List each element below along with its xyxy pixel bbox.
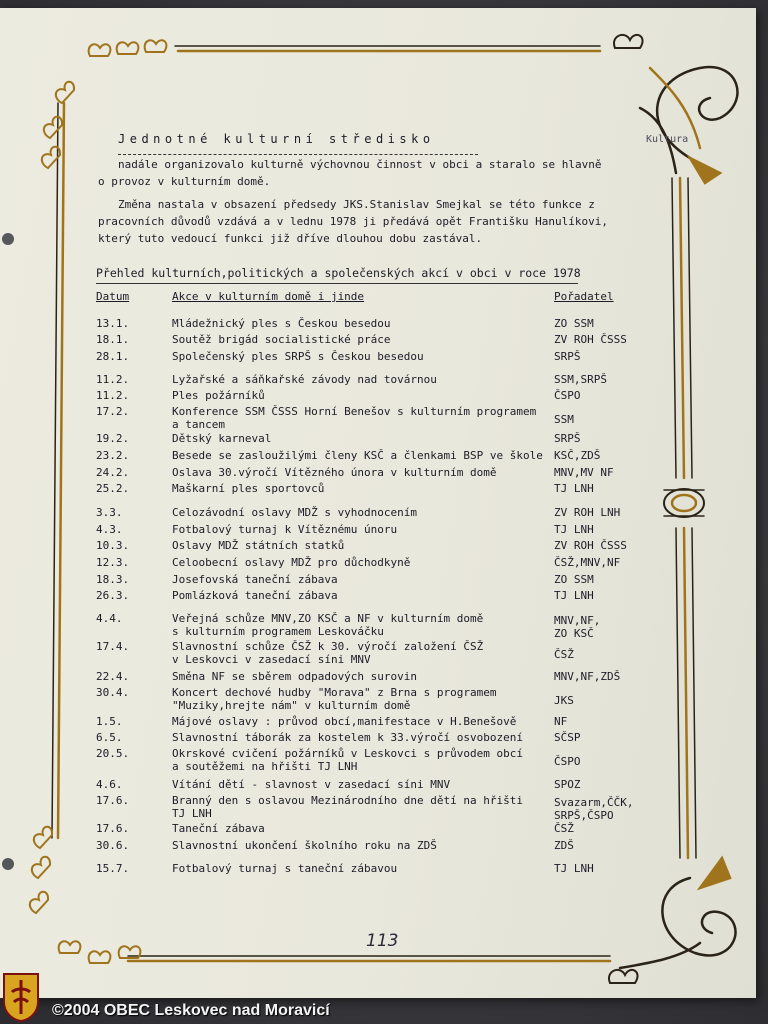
row-date: 20.5. <box>96 747 130 760</box>
row-organizer: SRPŠ <box>554 350 581 363</box>
section-heading: Jednotné kulturní středisko <box>118 132 435 146</box>
paragraph-line: pracovních důvodů vzdává a v lednu 1978 ji předává opět Františku Hanulíkovi, <box>98 215 608 228</box>
table-title-underline <box>96 283 578 284</box>
row-event: Slavnostní táborák za kostelem k 33.výročí osvobození <box>172 731 523 744</box>
row-organizer: SPOZ <box>554 778 581 791</box>
row-date: 11.2. <box>96 389 130 402</box>
row-date: 4.3. <box>96 523 123 536</box>
row-organizer: Svazarm,ČČK, SRPŠ,ČSPO <box>554 796 634 822</box>
row-event: Pomlázková taneční zábava <box>172 589 338 602</box>
row-date: 17.6. <box>96 794 130 807</box>
row-event: Oslava 30.výročí Vítězného února v kulturním domě <box>172 466 497 479</box>
row-organizer: MNV,MV NF <box>554 466 614 479</box>
row-date: 25.2. <box>96 482 130 495</box>
row-date: 3.3. <box>96 506 123 519</box>
row-date: 17.6. <box>96 822 130 835</box>
row-date: 17.2. <box>96 405 130 418</box>
row-date: 30.4. <box>96 686 130 699</box>
row-event: Taneční zábava <box>172 822 265 835</box>
row-organizer: MNV,NF, ZO KSČ <box>554 614 601 640</box>
row-date: 1.5. <box>96 715 123 728</box>
row-organizer: ČSPO <box>554 754 581 768</box>
row-organizer: TJ LNH <box>554 589 594 602</box>
row-date: 28.1. <box>96 350 130 363</box>
row-organizer: ČSŽ,MNV,NF <box>554 556 621 569</box>
row-date: 13.1. <box>96 317 130 330</box>
row-event: Branný den s oslavou Mezinárodního dne dětí na hřišti TJ LNH <box>172 794 523 820</box>
row-date: 6.5. <box>96 731 123 744</box>
row-date: 4.6. <box>96 778 123 791</box>
margin-note: Kultura <box>646 134 689 145</box>
row-date: 26.3. <box>96 589 130 602</box>
document-page <box>0 8 756 998</box>
row-organizer: KSČ,ZDŠ <box>554 449 601 462</box>
row-event: Oslavy MDŽ státních statků <box>172 539 345 552</box>
row-date: 12.3. <box>96 556 130 569</box>
row-organizer: ZO SSM <box>554 573 594 586</box>
row-date: 30.6. <box>96 839 130 852</box>
paragraph-line: nadále organizovalo kulturně výchovnou činnost v obci a staralo se hlavně <box>118 158 602 171</box>
row-organizer: SRPŠ <box>554 432 581 445</box>
row-event: Josefovská taneční zábava <box>172 573 338 586</box>
row-event: Besede se zasloužilými členy KSČ a členkami BSP ve škole <box>172 449 543 462</box>
row-event: Celoobecní oslavy MDŽ pro důchodkyně <box>172 556 411 569</box>
row-organizer: ČSPO <box>554 389 581 402</box>
paragraph-line: Změna nastala v obsazení předsedy JKS.Stanislav Smejkal se této funkce z <box>118 198 595 211</box>
row-event: Vítání dětí - slavnost v zasedací síni MNV <box>172 778 451 791</box>
row-organizer: TJ LNH <box>554 482 594 495</box>
row-organizer: TJ LNH <box>554 862 594 875</box>
row-organizer: ČSŽ <box>554 822 574 835</box>
row-event: Mládežnický ples s Českou besedou <box>172 317 391 330</box>
row-date: 23.2. <box>96 449 130 462</box>
row-date: 10.3. <box>96 539 130 552</box>
row-date: 18.1. <box>96 333 130 346</box>
row-organizer: ZO SSM <box>554 317 594 330</box>
row-date: 24.2. <box>96 466 130 479</box>
row-event: Fotbalový turnaj s taneční zábavou <box>172 862 398 875</box>
row-event: Koncert dechové hudby "Morava" z Brna s programem "Muziky,hrejte nám" v kulturním domě <box>172 686 497 712</box>
row-organizer: ZDŠ <box>554 839 574 852</box>
paragraph-line: který tuto vedoucí funkci již dříve dlouhou dobu zastával. <box>98 232 483 245</box>
row-organizer: TJ LNH <box>554 523 594 536</box>
page-number: 113 <box>366 931 399 951</box>
paragraph-line: o provoz v kulturním domě. <box>98 175 271 188</box>
column-header-event: Akce v kulturním domě i jinde <box>172 290 365 303</box>
row-event: Směna NF se sběrem odpadových surovin <box>172 670 418 683</box>
row-organizer: NF <box>554 715 568 728</box>
row-event: Májové oslavy : průvod obcí,manifestace v H.Benešově <box>172 715 517 728</box>
row-organizer: ZV ROH LNH <box>554 506 621 519</box>
row-date: 22.4. <box>96 670 130 683</box>
row-organizer: JKS <box>554 693 574 707</box>
row-event: Ples požárníků <box>172 389 265 402</box>
row-event: Slavnostní schůze ČSŽ k 30. výročí založení ČSŽ v Leskovci v zasedací síni MNV <box>172 640 484 666</box>
row-event: Soutěž brigád socialistické práce <box>172 333 391 346</box>
row-date: 17.4. <box>96 640 130 653</box>
row-organizer: SČSP <box>554 731 581 744</box>
copyright-footer: ©2004 OBEC Leskovec nad Moravicí <box>52 1002 330 1019</box>
row-organizer: SSM <box>554 412 574 426</box>
row-event: Společenský ples SRPŠ s Českou besedou <box>172 350 424 363</box>
row-date: 19.2. <box>96 432 130 445</box>
row-date: 18.3. <box>96 573 130 586</box>
row-organizer: ZV ROH ČSSS <box>554 539 627 552</box>
row-event: Veřejná schůze MNV,ZO KSČ a NF v kulturním domě s kulturním programem Leskováčku <box>172 612 484 638</box>
row-organizer: ZV ROH ČSSS <box>554 333 627 346</box>
row-event: Lyžařské a sáňkařské závody nad továrnou <box>172 373 437 386</box>
row-organizer: ČSŽ <box>554 647 574 661</box>
row-event: Slavnostní ukončení školního roku na ZDŠ <box>172 839 437 852</box>
row-event: Okrskové cvičení požárníků v Leskovci s průvodem obcí a soutěžemi na hřišti TJ LNH <box>172 747 523 773</box>
row-event: Dětský karneval <box>172 432 272 445</box>
row-event: Konference SSM ČSSS Horní Benešov s kulturním programem a tancem <box>172 405 537 431</box>
row-event: Celozávodní oslavy MDŽ s vyhodnocením <box>172 506 418 519</box>
row-date: 15.7. <box>96 862 130 875</box>
row-organizer: MNV,NF,ZDŠ <box>554 670 621 683</box>
row-date: 4.4. <box>96 612 123 625</box>
row-organizer: SSM,SRPŠ <box>554 373 607 386</box>
column-header-organizer: Pořadatel <box>554 290 614 303</box>
column-header-date: Datum <box>96 290 130 303</box>
table-title: Přehled kulturních,politických a společenských akcí v obci v roce 1978 <box>96 266 581 280</box>
row-event: Maškarní ples sportovců <box>172 482 325 495</box>
row-date: 11.2. <box>96 373 130 386</box>
row-event: Fotbalový turnaj k Vítěznému únoru <box>172 523 398 536</box>
heading-underline <box>118 154 478 155</box>
municipal-crest-icon <box>2 972 40 1022</box>
